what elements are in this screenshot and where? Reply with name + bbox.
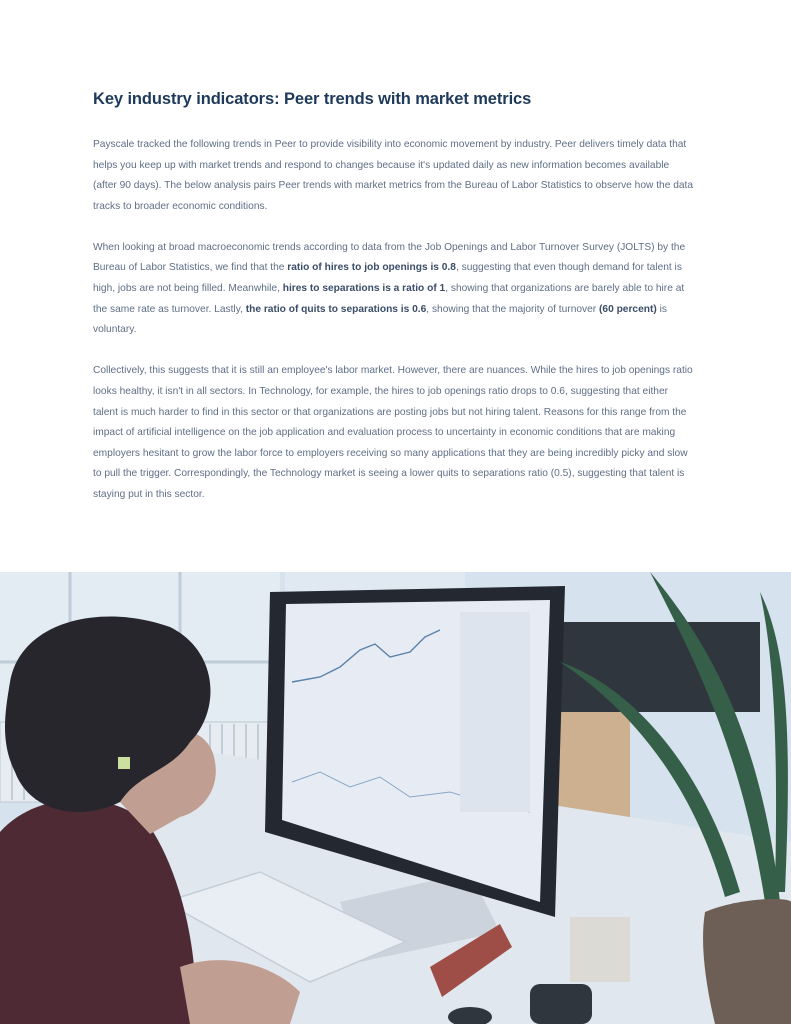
paragraph-text: , suggesting that even though demand for talent is high, jobs are not being filled. Meanwhile, [93, 262, 682, 295]
emphasis-text: hires to separations is a ratio of 1 [282, 283, 446, 295]
paragraph-intro [93, 135, 695, 217]
paragraph-jolts [93, 238, 695, 341]
office-photo [0, 572, 791, 1024]
paragraph-text: Collectively, this suggests that it is still an employee's labor market. However, there are nuances. While the hires to job openings ratio looks healthy, it isn't in all sectors. In Technology, for example, the hires to job openings ratio drops to 0.6, suggesting that either talent is much harder to find in this sector or that organizations are posting jobs but not hiring talent. Reasons for this range from the impact of artificial intelligence on the job application and evaluation process to uncertainty in economic conditions that are making employers hesitant to grow the labor force to employers receiving so many applications that they are being incredibly picky and slow to pull the trigger. Correspondingly, the Technology market is seeing a lower quits to separations ratio (0.5), suggesting that talent is staying put in this sector. [93, 365, 693, 500]
paragraph-text: Payscale tracked the following trends in Peer to provide visibility into economic movement by industry. Peer delivers timely data that helps you keep up with market trends and respond to changes because it's updated daily as new information becomes available (after 90 days). The below analysis pairs Peer trends with market metrics from the Bureau of Labor Statistics to observe how the data tracks to broader economic conditions. [93, 139, 694, 212]
paragraph-text: is voluntary. [93, 303, 667, 336]
paragraph-text: , showing that the majority of turnover [426, 303, 600, 315]
paragraph-text: When looking at broad macroeconomic trends according to data from the Job Openings and Labor Turnover Survey (JOLTS) by the Bureau of Labor Statistics, we find that the [93, 241, 686, 274]
emphasis-text: ratio of hires to job openings is 0.8 [287, 262, 456, 274]
office-photo-illustration [0, 572, 791, 1024]
section-heading: Key industry indicators: Peer trends with market metrics [93, 90, 532, 108]
paragraph-nuances [93, 361, 695, 505]
body-text [93, 135, 695, 526]
emphasis-text: (60 percent) [599, 303, 657, 315]
emphasis-text: the ratio of quits to separations is 0.6 [245, 303, 427, 315]
paragraph-text: , showing that organizations are barely able to hire at the same rate as turnover. Lastly, [93, 283, 685, 315]
